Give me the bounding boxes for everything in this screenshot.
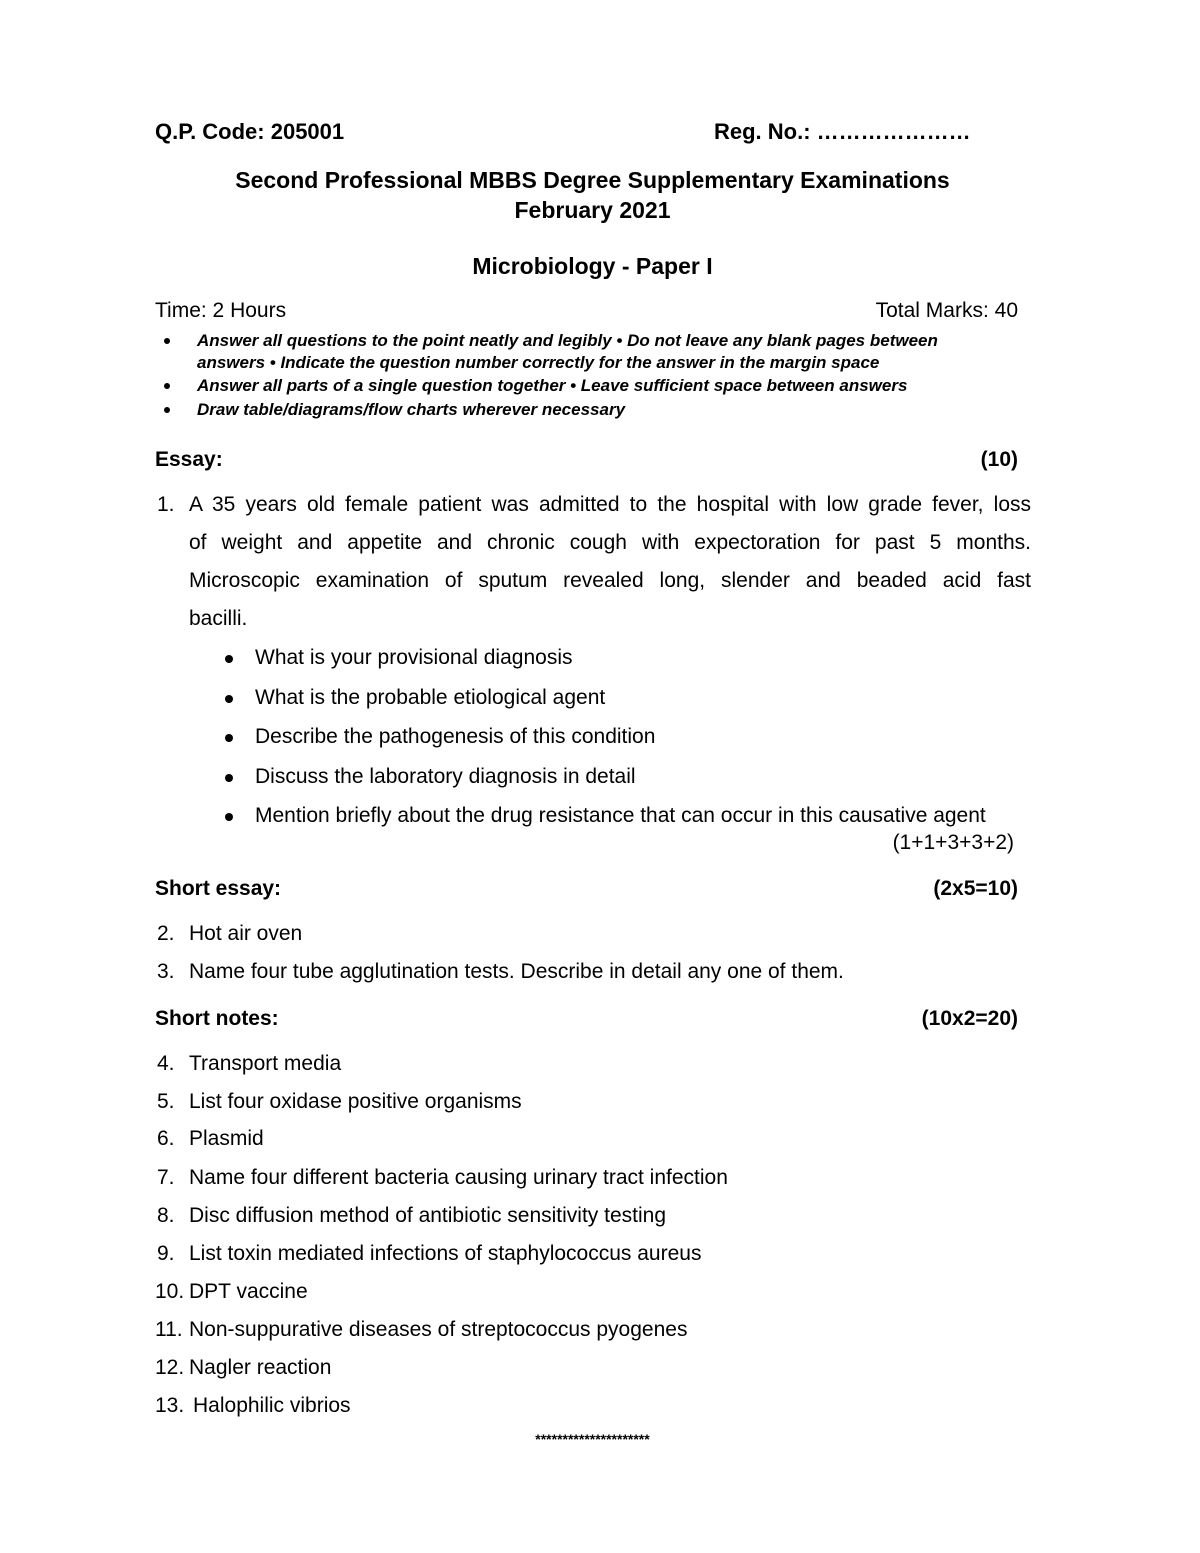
instruction-line: Answer all parts of a single question together • Leave sufficient space between answers xyxy=(197,376,908,395)
question-number: 6. xyxy=(157,1127,175,1150)
question-text: Name four different bacteria causing urinary tract infection xyxy=(189,1166,728,1189)
instruction-bullet xyxy=(164,383,170,389)
question-text: DPT vaccine xyxy=(189,1280,308,1303)
short-essay-heading: Short essay: xyxy=(155,877,282,900)
short-notes-marks: (10x2=20) xyxy=(921,1007,1018,1030)
subpart-bullet xyxy=(225,813,233,821)
subpart-item: Discuss the laboratory diagnosis in detail xyxy=(255,765,636,788)
question-text: List four oxidase positive organisms xyxy=(189,1090,522,1113)
short-notes-heading: Short notes: xyxy=(155,1007,279,1030)
subpart-item: Describe the pathogenesis of this condition xyxy=(255,725,656,748)
exam-title: Second Professional MBBS Degree Supplementary Examinations xyxy=(235,167,950,193)
essay-marks: (10) xyxy=(980,448,1018,471)
mark-split: (1+1+3+3+2) xyxy=(892,831,1014,854)
instruction-line: Answer all questions to the point neatly and legibly • Do not leave any blank pages between xyxy=(197,331,938,350)
question-number: 11. xyxy=(155,1318,183,1341)
instruction-line: answers • Indicate the question number correctly for the answer in the margin space xyxy=(197,353,880,372)
question-text: A 35 years old female patient was admitted to the hospital with low grade fever, loss xyxy=(189,493,1031,516)
question-text: Name four tube agglutination tests. Describe in detail any one of them. xyxy=(189,960,844,983)
question-text: Nagler reaction xyxy=(189,1356,332,1379)
instruction-line: Draw table/diagrams/flow charts wherever necessary xyxy=(197,400,626,419)
qp-code: Q.P. Code: 205001 xyxy=(155,119,345,144)
question-number: 3. xyxy=(157,960,175,983)
essay-heading: Essay: xyxy=(155,448,223,471)
question-text: List toxin mediated infections of staphylococcus aureus xyxy=(189,1242,702,1265)
question-text: Microscopic examination of sputum revealed long, slender and beaded acid fast xyxy=(189,569,1031,592)
question-text: bacilli. xyxy=(189,607,248,630)
question-number: 2. xyxy=(157,922,175,945)
question-number: 5. xyxy=(157,1090,175,1113)
end-marker: ********************* xyxy=(535,1431,650,1447)
instruction-bullet xyxy=(164,407,170,413)
subpart-item: What is the probable etiological agent xyxy=(255,686,606,709)
question-text: Disc diffusion method of antibiotic sensitivity testing xyxy=(189,1204,667,1227)
reg-no: Reg. No.: ………………… xyxy=(714,119,971,144)
question-text: Plasmid xyxy=(189,1127,264,1150)
question-text: Halophilic vibrios xyxy=(193,1394,351,1417)
question-number: 12. xyxy=(155,1356,185,1379)
question-text: Non-suppurative diseases of streptococcus pyogenes xyxy=(189,1318,688,1341)
question-text: of weight and appetite and chronic cough with expectoration for past 5 months. xyxy=(189,531,1031,554)
question-number: 1. xyxy=(157,493,175,516)
subpart-bullet xyxy=(225,774,233,782)
question-number: 10. xyxy=(155,1280,185,1303)
subpart-item: What is your provisional diagnosis xyxy=(255,646,573,669)
subpart-bullet xyxy=(225,734,233,742)
short-essay-marks: (2x5=10) xyxy=(933,877,1018,900)
question-number: 9. xyxy=(157,1242,175,1265)
question-text: Hot air oven xyxy=(189,922,303,945)
subpart-bullet xyxy=(225,655,233,663)
subpart-bullet xyxy=(225,695,233,703)
paper-title: Microbiology - Paper I xyxy=(472,253,713,279)
instruction-bullet xyxy=(164,338,170,344)
question-text: Transport media xyxy=(189,1052,342,1075)
question-number: 7. xyxy=(157,1166,175,1189)
question-number: 13. xyxy=(155,1394,185,1417)
exam-time: Time: 2 Hours xyxy=(155,299,287,322)
subpart-item: Mention briefly about the drug resistance that can occur in this causative agent xyxy=(255,804,986,827)
question-number: 4. xyxy=(157,1052,175,1075)
total-marks: Total Marks: 40 xyxy=(875,299,1018,322)
question-number: 8. xyxy=(157,1204,175,1227)
exam-date: February 2021 xyxy=(514,197,671,223)
